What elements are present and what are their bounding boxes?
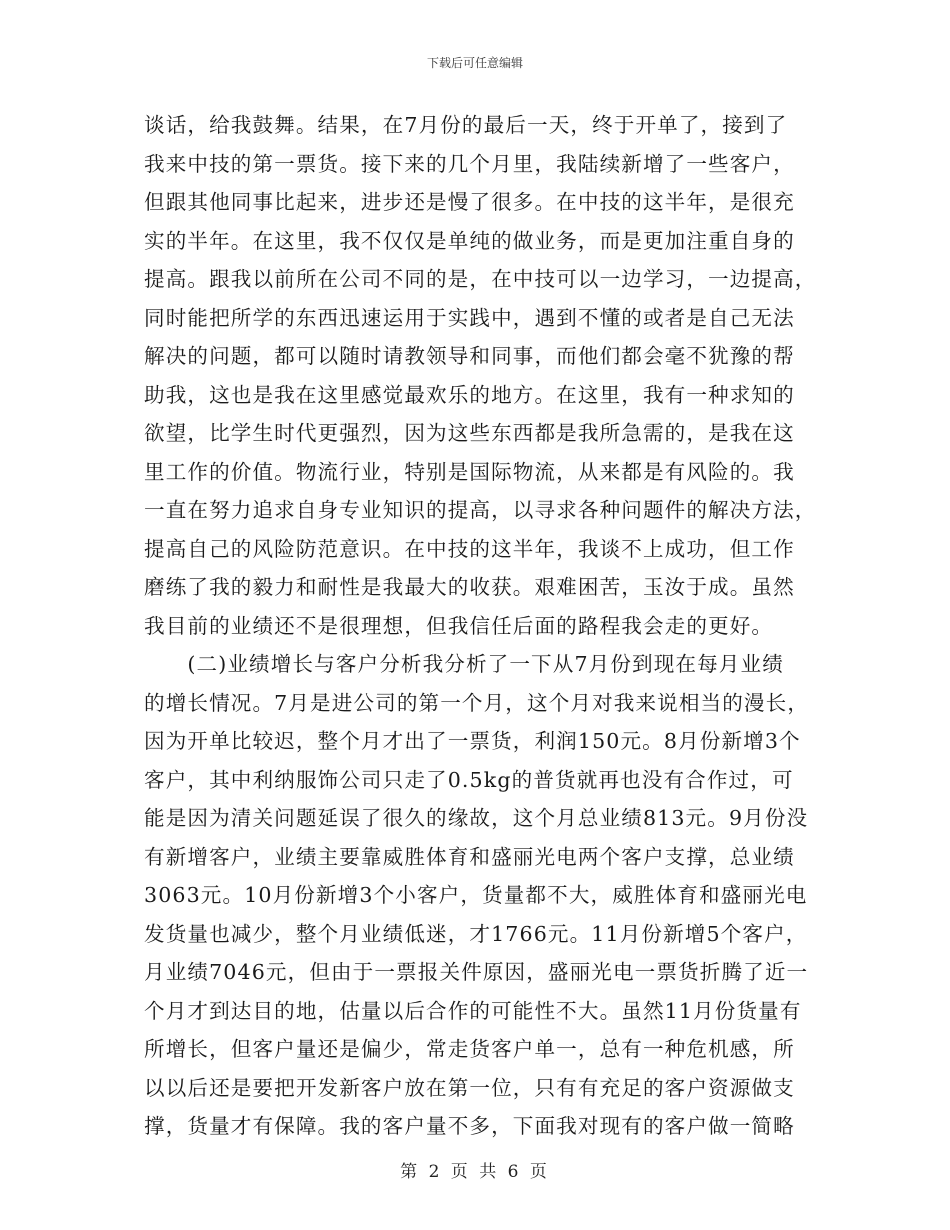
document-body: [144, 106, 817, 1146]
text-line: 客户，其中利纳服饰公司只走了0.5kg的普货就再也没有合作过，可: [144, 767, 794, 792]
text-line: 解决的问题，都可以随时请教领导和同事，而他们都会毫不犹豫的帮: [144, 344, 795, 368]
text-line: 欲望，比学生时代更强烈，因为这些东西都是我所急需的，是我在这: [144, 421, 795, 445]
text-line: 撑，货量才有保障。我的客户量不多，下面我对现有的客户做一简略: [144, 1114, 795, 1138]
text-line: 助我，这也是我在这里感觉最欢乐的地方。在这里，我有一种求知的: [144, 382, 795, 407]
page-footer: 第 2 页 共 6 页: [400, 1162, 550, 1182]
text-line: 谈话，给我鼓舞。结果，在7月份的最后一天，终于开单了，接到了: [144, 113, 788, 137]
text-line: 以以后还是要把开发新客户放在第一位，只有有充足的客户资源做支: [144, 1075, 795, 1100]
paragraph-2: [144, 645, 810, 1146]
text-line: 但跟其他同事比起来，进步还是慢了很多。在中技的这半年，是很充: [144, 190, 795, 214]
text-line: 所增长，但客户量还是偏少，常走货客户单一，总有一种危机感，所: [144, 1037, 795, 1061]
text-line: 月业绩7046元，但由于一票报关件原因，盛丽光电一票货折腾了近一: [144, 960, 809, 984]
page-header: 下载后可任意编辑: [426, 56, 523, 70]
text-line: 提高自己的风险防范意识。在中技的这半年，我谈不上成功，但工作: [144, 536, 795, 561]
text-line: 因为开单比较迟，整个月才出了一票货，利润150元。8月份新增3个: [144, 729, 801, 753]
text-line: 个月才到达目的地，估量以后合作的可能性不大。虽然11月份货量有: [144, 998, 802, 1023]
text-line: 提高。跟我以前所在公司不同的是，在中技可以一边学习，一边提高，: [144, 267, 817, 291]
text-line: (二)业绩增长与客户分析我分析了一下从7月份到现在每月业绩: [144, 652, 784, 676]
text-line: 我来中技的第一票货。接下来的几个月里，我陆续新增了一些客户，: [144, 151, 795, 176]
paragraph-1: [144, 106, 817, 645]
text-line: 我目前的业绩还不是很理想，但我信任后面的路程我会走的更好。: [144, 613, 774, 638]
text-line: 的增长情况。7月是进公司的第一个月，这个月对我来说相当的漫长，: [144, 690, 810, 715]
text-line: 发货量也减少，整个月业绩低迷，才1766元。11月份新增5个客户，: [144, 921, 808, 946]
text-line: 里工作的价值。物流行业，特别是国际物流，从来都是有风险的。我: [144, 459, 795, 484]
text-line: 有新增客户，业绩主要靠威胜体育和盛丽光电两个客户支撑，总业绩: [144, 844, 795, 869]
text-line: 3063元。10月份新增3个小客户，货量都不大，威胜体育和盛丽光电: [144, 883, 808, 907]
text-line: 能是因为清关问题延误了很久的缘故，这个月总业绩813元。9月份没: [144, 806, 809, 830]
text-line: 一直在努力追求自身专业知识的提高，以寻求各种问题件的解决方法，: [144, 498, 817, 522]
text-line: 磨练了我的毅力和耐性是我最大的收获。艰难困苦，玉汝于成。虽然: [144, 575, 795, 599]
text-line: 同时能把所学的东西迅速运用于实践中，遇到不懂的或者是自己无法: [144, 305, 795, 330]
text-line: 实的半年。在这里，我不仅仅是单纯的做业务，而是更加注重自身的: [144, 228, 795, 253]
